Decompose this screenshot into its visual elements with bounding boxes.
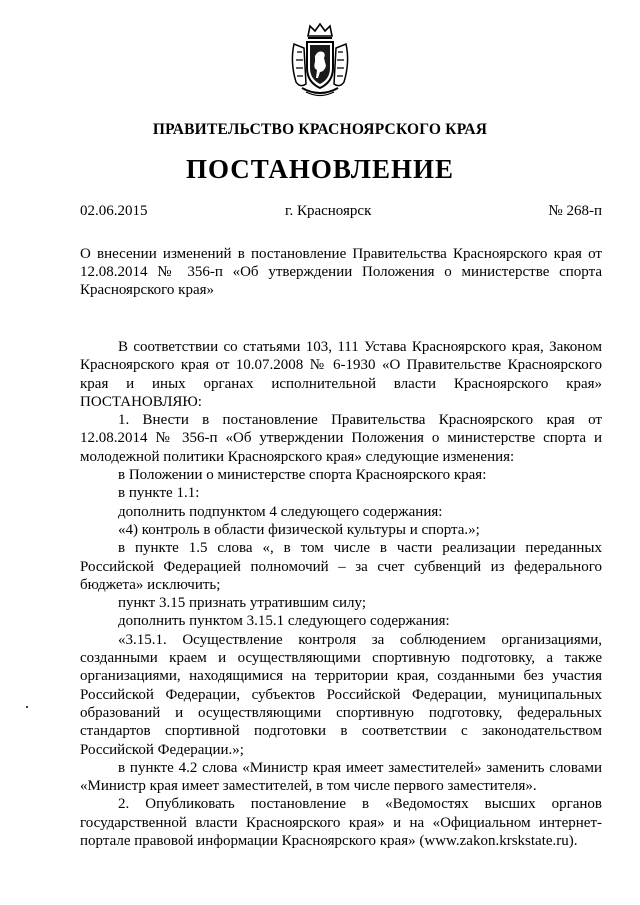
body-paragraph: в пункте 1.1:	[118, 485, 200, 502]
body-paragraph: дополнить подпунктом 4 следующего содержания:	[118, 503, 443, 520]
document-subject: О внесении изменений в постановление Правительства Красноярского края от 12.08.2014 № 356-п «Об утверждении Положения о министерстве спорта Красноярского края»	[80, 246, 602, 298]
body-paragraph: пункт 3.15 признать утратившим силу;	[118, 595, 367, 612]
body-paragraph: 1. Внести в постановление Правительства Красноярского края от 12.08.2014 № 356-п «Об утверждении Положения о министерстве спорта и молодежной политики Красноярского края» следующие изменения:	[80, 412, 602, 465]
body-paragraph: в пункте 1.5 слова «, в том числе в части реализации переданных Российской Федерацией полномочий – за счет субвенций из федерального бюджета» исключить;	[80, 540, 602, 593]
body-paragraph: «3.15.1. Осуществление контроля за соблюдением организациями, созданными краем и осуществляющими спортивную подготовку, а также организациями, находящимися на территории края, созданными без участия Российской Федерации, субъектов Российской Федерации, муниципальных образований и осуществляющими спортивную подготовку, федеральных стандартов спортивной подготовки в соответствии с законодательством Российской Федерации.»;	[80, 631, 602, 758]
body-paragraph: 2. Опубликовать постановление в «Ведомостях высших органов государственной власти Красноярского края» и на «Официальном интернет-портале правовой информации Красноярского края» (www.zakon.krskstate.ru).	[80, 796, 602, 850]
scan-speck	[26, 706, 28, 708]
body-paragraph: в пункте 4.2 слова «Министр края имеет заместителей» заменить словами «Министр края имеет заместителей, в том числе первого заместителя».	[80, 759, 602, 795]
government-title: ПРАВИТЕЛЬСТВО КРАСНОЯРСКОГО КРАЯ	[152, 121, 488, 138]
document-date: 02.06.2015	[80, 203, 148, 219]
body-paragraph: «4) контроль в области физической культуры и спорта.»;	[118, 521, 480, 538]
document-body	[80, 338, 602, 850]
document-city: г. Красноярск	[285, 203, 372, 219]
document-type-title: ПОСТАНОВЛЕНИЕ	[185, 154, 455, 184]
krasnoyarsk-coat-of-arms-icon	[288, 22, 352, 100]
preamble-paragraph: В соответствии со статьями 103, 111 Устава Красноярского края, Законом Красноярского края от 10.07.2008 № 6-1930 «О Правительстве Красноярского края и иных органах исполнительной власти Красноярского края» ПОСТАНОВЛЯЮ:	[80, 339, 602, 410]
document-number: № 268-п	[548, 203, 602, 219]
body-paragraph: дополнить пунктом 3.15.1 следующего содержания:	[118, 613, 450, 630]
body-paragraph: в Положении о министерстве спорта Красноярского края:	[118, 467, 487, 484]
